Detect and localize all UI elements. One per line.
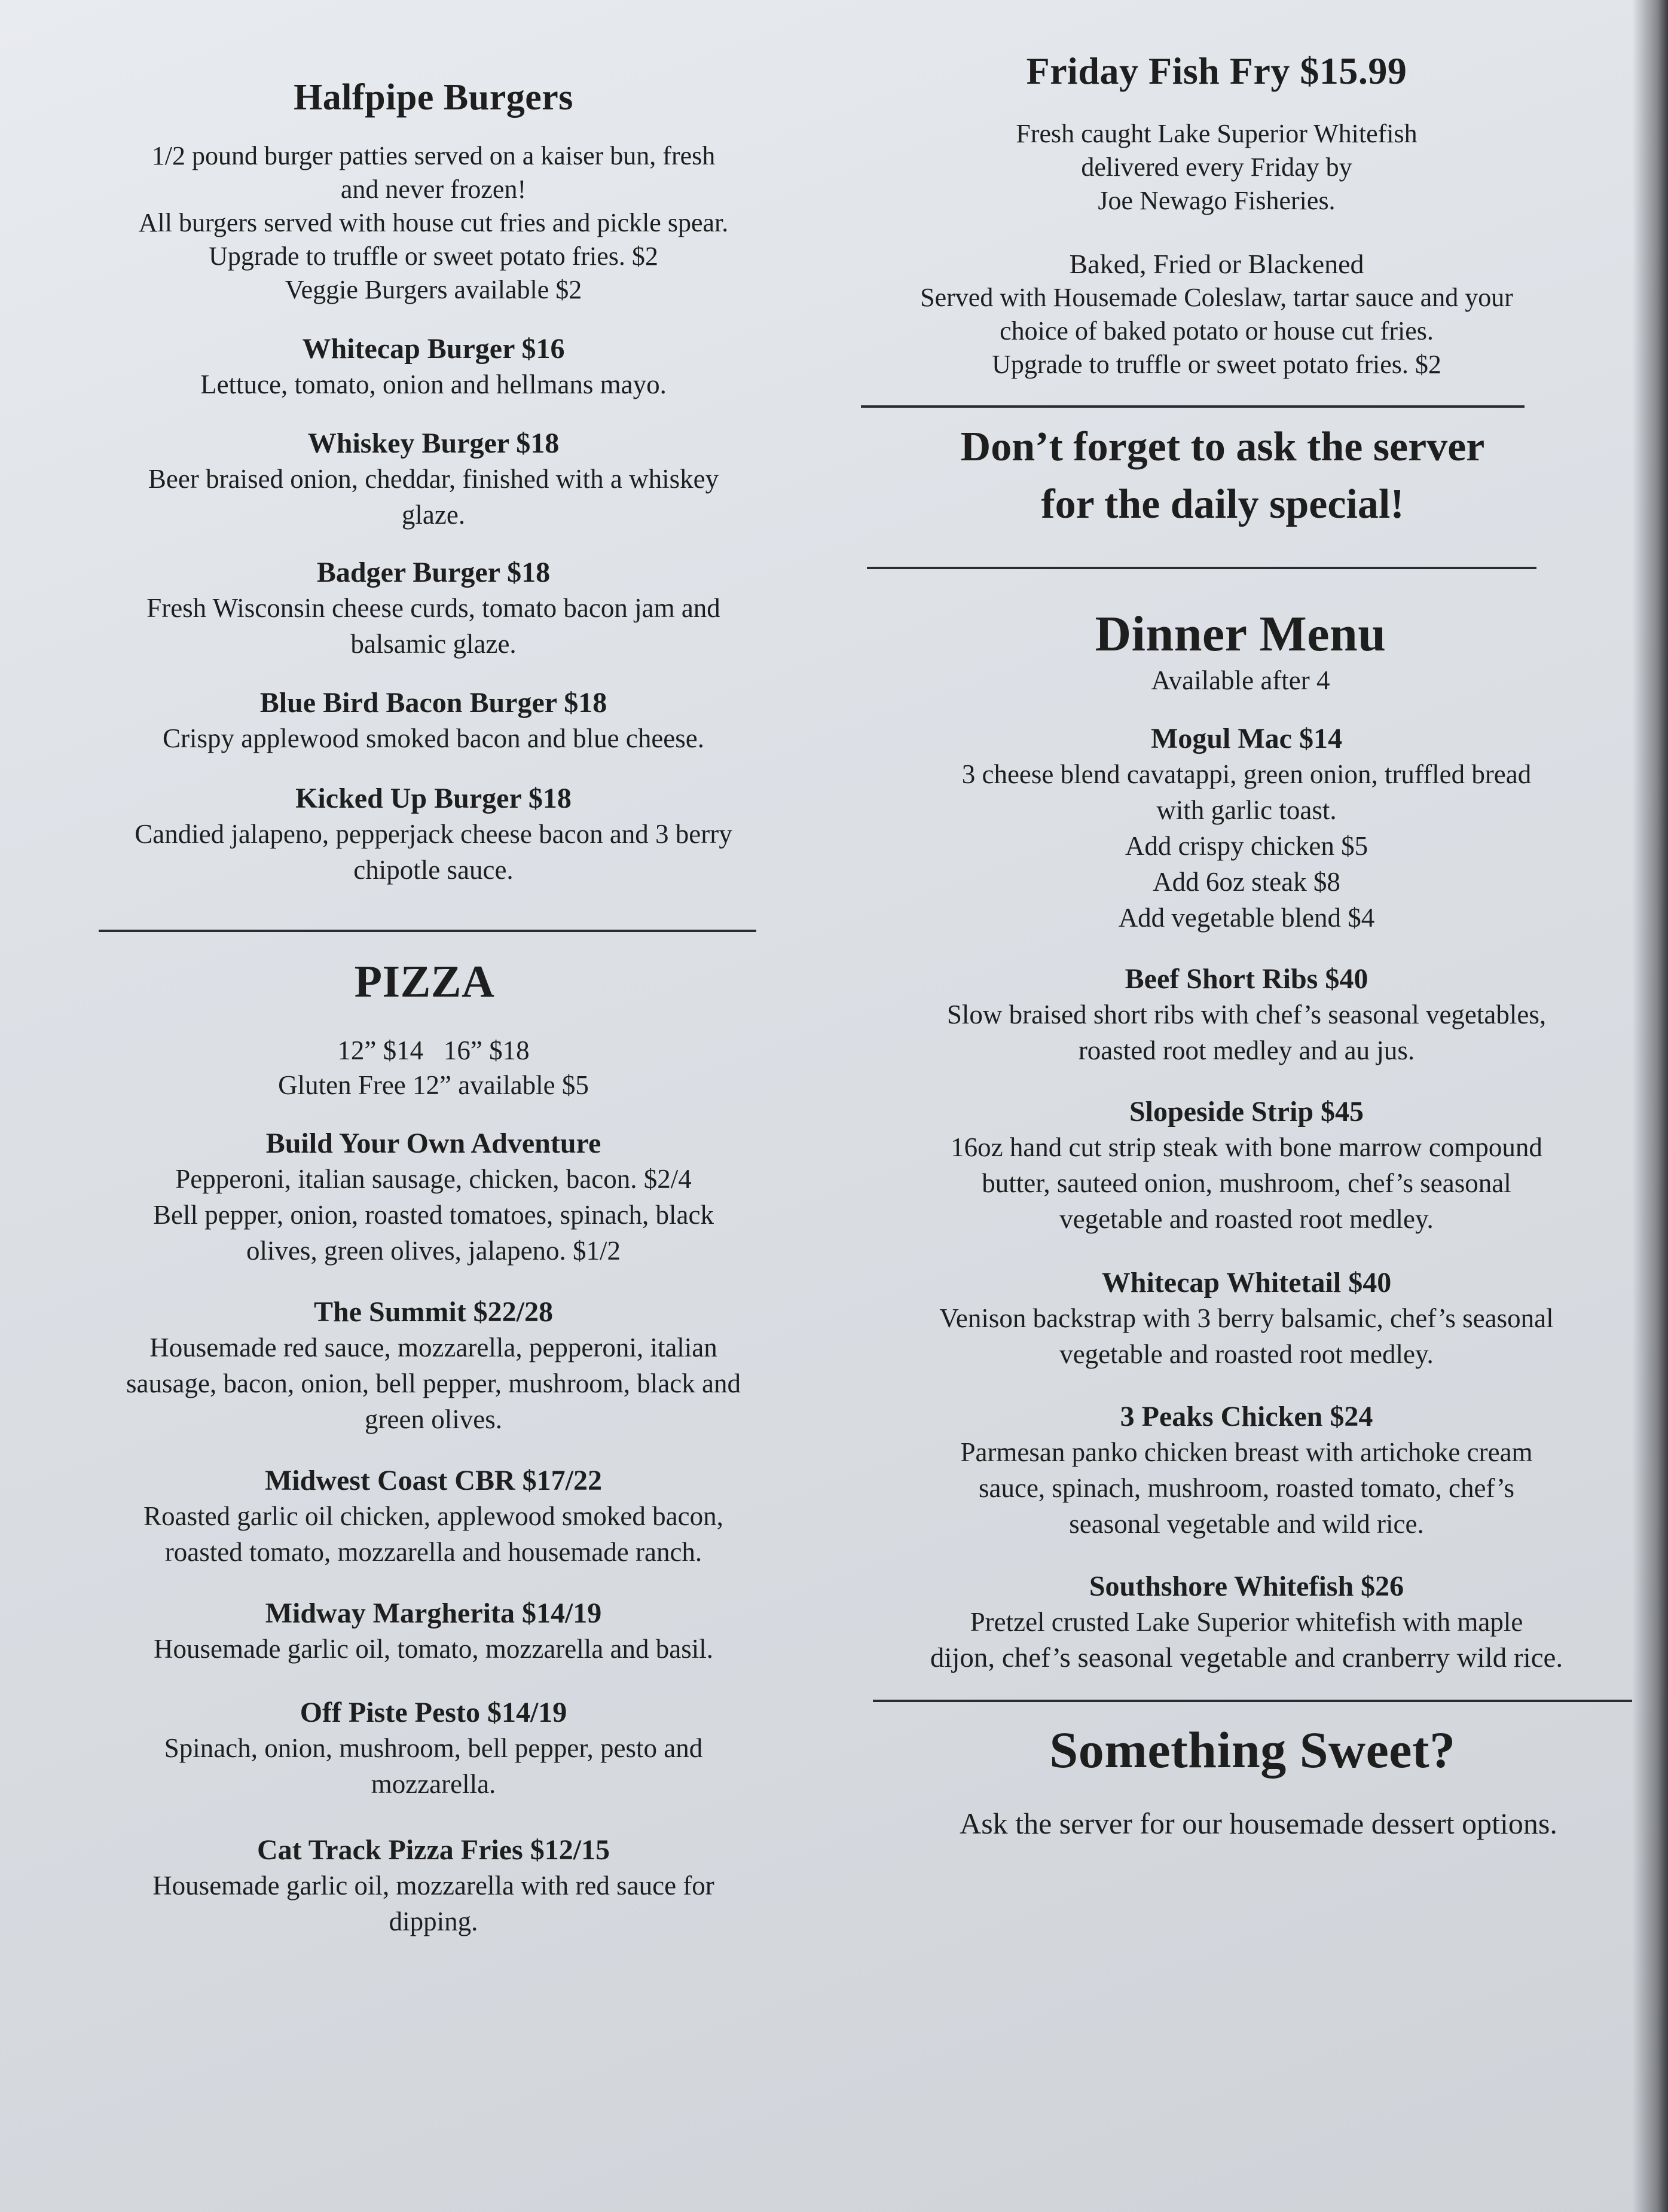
menu-item — [36, 426, 831, 533]
item-desc: Add 6oz steak $8 — [1153, 867, 1340, 897]
item-title: Whitecap Whitetail $40 — [1101, 1267, 1392, 1299]
fish-fry-detail-line: choice of baked potato or house cut fries. — [1000, 316, 1434, 346]
item-desc: Roasted garlic oil chicken, applewood smoked bacon, — [143, 1501, 723, 1531]
item-title: Southshore Whitefish $26 — [1089, 1571, 1404, 1602]
item-desc: Fresh Wisconsin cheese curds, tomato bacon jam and — [146, 593, 720, 623]
item-desc: glaze. — [401, 500, 466, 530]
item-desc: Housemade red sauce, mozzarella, pepperoni, italian — [149, 1333, 717, 1362]
menu-item — [36, 555, 831, 662]
item-desc: chipotle sauce. — [353, 855, 514, 885]
burgers-intro-line: and never frozen! — [340, 175, 527, 204]
menu-item — [36, 332, 831, 402]
fish-fry-title: Friday Fish Fry $15.99 — [1026, 50, 1407, 92]
special-line: Don’t forget to ask the server — [960, 424, 1485, 470]
fish-fry-details — [789, 248, 1644, 381]
item-desc: olives, green olives, jalapeno. $1/2 — [246, 1236, 621, 1266]
item-desc: Lettuce, tomato, onion and hellmans mayo. — [200, 369, 667, 399]
item-desc: roasted root medley and au jus. — [1078, 1035, 1415, 1065]
menu-item — [849, 1095, 1644, 1237]
menu-item — [849, 1266, 1644, 1372]
item-title: Beef Short Ribs $40 — [1125, 963, 1368, 995]
item-title: Midwest Coast CBR $17/22 — [265, 1465, 602, 1496]
item-desc: Add crispy chicken $5 — [1125, 831, 1368, 861]
item-desc: 16oz hand cut strip steak with bone marrow compound — [951, 1132, 1542, 1162]
menu-item — [36, 1596, 831, 1667]
item-desc: vegetable and roasted root medley. — [1059, 1339, 1434, 1369]
item-desc: dipping. — [389, 1907, 478, 1936]
item-desc: mozzarella. — [371, 1769, 496, 1799]
item-title: Badger Burger $18 — [316, 557, 551, 588]
fish-fry-intro-line: Fresh caught Lake Superior Whitefish — [1016, 119, 1418, 148]
pizza-gluten-free: Gluten Free 12” available $5 — [278, 1070, 589, 1100]
fish-fry-intro-line: delivered every Friday by — [1081, 152, 1352, 182]
item-desc: roasted tomato, mozzarella and housemade ranch. — [164, 1537, 702, 1567]
item-desc: dijon, chef’s seasonal vegetable and cranberry wild rice. — [930, 1642, 1563, 1673]
item-desc: Housemade garlic oil, tomato, mozzarella and basil. — [154, 1634, 713, 1664]
menu-item — [36, 1295, 831, 1437]
special-line: for the daily special! — [1041, 481, 1404, 527]
item-title: Cat Track Pizza Fries $12/15 — [256, 1834, 610, 1866]
item-desc: Spinach, onion, mushroom, bell pepper, pesto and — [164, 1733, 703, 1763]
dinner-title: Dinner Menu — [1095, 606, 1386, 662]
item-desc: Crispy applewood smoked bacon and blue cheese. — [163, 723, 704, 753]
menu-item — [849, 1569, 1644, 1676]
item-title: Midway Margherita $14/19 — [265, 1597, 602, 1629]
fish-fry-detail-line: Baked, Fried or Blackened — [1069, 249, 1364, 279]
item-desc: sauce, spinach, mushroom, roasted tomato, chef’s — [978, 1473, 1514, 1503]
item-desc: Bell pepper, onion, roasted tomatoes, spinach, black — [153, 1200, 714, 1230]
item-title: The Summit $22/28 — [313, 1296, 554, 1328]
page-edge-shadow — [1632, 0, 1668, 2212]
menu-item — [36, 1126, 831, 1269]
item-desc: Add vegetable blend $4 — [1118, 903, 1375, 933]
item-desc: balsamic glaze. — [350, 629, 517, 659]
dinner-subtitle: Available after 4 — [1151, 665, 1330, 695]
dessert-text: Ask the server for our housemade dessert options. — [960, 1807, 1557, 1840]
pizza-sizes: 12” $14 16” $18 — [337, 1035, 530, 1065]
item-desc: Beer braised onion, cheddar, finished with a whiskey — [148, 464, 719, 494]
item-desc: Candied jalapeno, pepperjack cheese bacon and 3 berry — [135, 819, 732, 849]
menu-item — [36, 686, 831, 756]
menu-item — [36, 1833, 831, 1939]
item-desc: Pretzel crusted Lake Superior whitefish with maple — [970, 1607, 1523, 1637]
burgers-intro-line: All burgers served with house cut fries and pickle spear. — [138, 208, 729, 237]
menu-item — [849, 1400, 1644, 1542]
item-desc: Venison backstrap with 3 berry balsamic, chef’s seasonal — [939, 1303, 1554, 1333]
fish-fry-intro-line: Joe Newago Fisheries. — [1098, 186, 1336, 215]
item-title: Kicked Up Burger $18 — [295, 783, 572, 814]
item-title: Off Piste Pesto $14/19 — [300, 1697, 567, 1728]
item-title: Whiskey Burger $18 — [307, 427, 560, 459]
burgers-intro-line: Veggie Burgers available $2 — [285, 275, 582, 304]
menu-item — [36, 781, 831, 888]
item-desc: vegetable and roasted root medley. — [1059, 1204, 1434, 1234]
item-desc: with garlic toast. — [1156, 795, 1337, 825]
item-title: Slopeside Strip $45 — [1129, 1096, 1364, 1128]
item-desc: Parmesan panko chicken breast with artichoke cream — [960, 1437, 1533, 1467]
burgers-title: Halfpipe Burgers — [294, 77, 573, 118]
item-desc: Slow braised short ribs with chef’s seasonal vegetables, — [946, 1000, 1547, 1029]
burgers-intro-line: Upgrade to truffle or sweet potato fries. $2 — [209, 242, 658, 271]
item-desc: Housemade garlic oil, mozzarella with red sauce for — [152, 1871, 714, 1901]
right-column — [849, 0, 1644, 1841]
item-desc: butter, sauteed onion, mushroom, chef’s seasonal — [982, 1168, 1511, 1198]
item-desc: Pepperoni, italian sausage, chicken, bacon. $2/4 — [175, 1164, 692, 1194]
left-column — [36, 0, 831, 1939]
item-desc: 3 cheese blend cavatappi, green onion, truffled bread — [961, 759, 1532, 789]
menu-item — [849, 722, 1644, 936]
fish-fry-detail-line: Served with Housemade Coleslaw, tartar sauce and your — [920, 283, 1513, 312]
menu-item — [36, 1464, 831, 1570]
fish-fry-intro — [789, 117, 1644, 218]
dessert-title: Something Sweet? — [1049, 1721, 1456, 1779]
burgers-intro — [36, 139, 831, 307]
menu-item — [36, 1695, 831, 1802]
item-title: Build Your Own Adventure — [265, 1128, 601, 1159]
item-title: Blue Bird Bacon Burger $18 — [259, 687, 607, 719]
item-desc: seasonal vegetable and wild rice. — [1069, 1509, 1424, 1539]
item-title: 3 Peaks Chicken $24 — [1120, 1401, 1373, 1432]
pizza-title: PIZZA — [354, 957, 495, 1007]
daily-special-callout — [801, 418, 1644, 533]
menu-item — [849, 962, 1644, 1068]
item-desc: sausage, bacon, onion, bell pepper, mushroom, black and — [126, 1368, 741, 1398]
item-title: Whitecap Burger $16 — [302, 333, 565, 365]
burgers-intro-line: 1/2 pound burger patties served on a kaiser bun, fresh — [151, 141, 716, 170]
item-desc: green olives. — [365, 1404, 502, 1434]
item-title: Mogul Mac $14 — [1151, 723, 1342, 754]
fish-fry-detail-line: Upgrade to truffle or sweet potato fries. $2 — [992, 350, 1441, 379]
